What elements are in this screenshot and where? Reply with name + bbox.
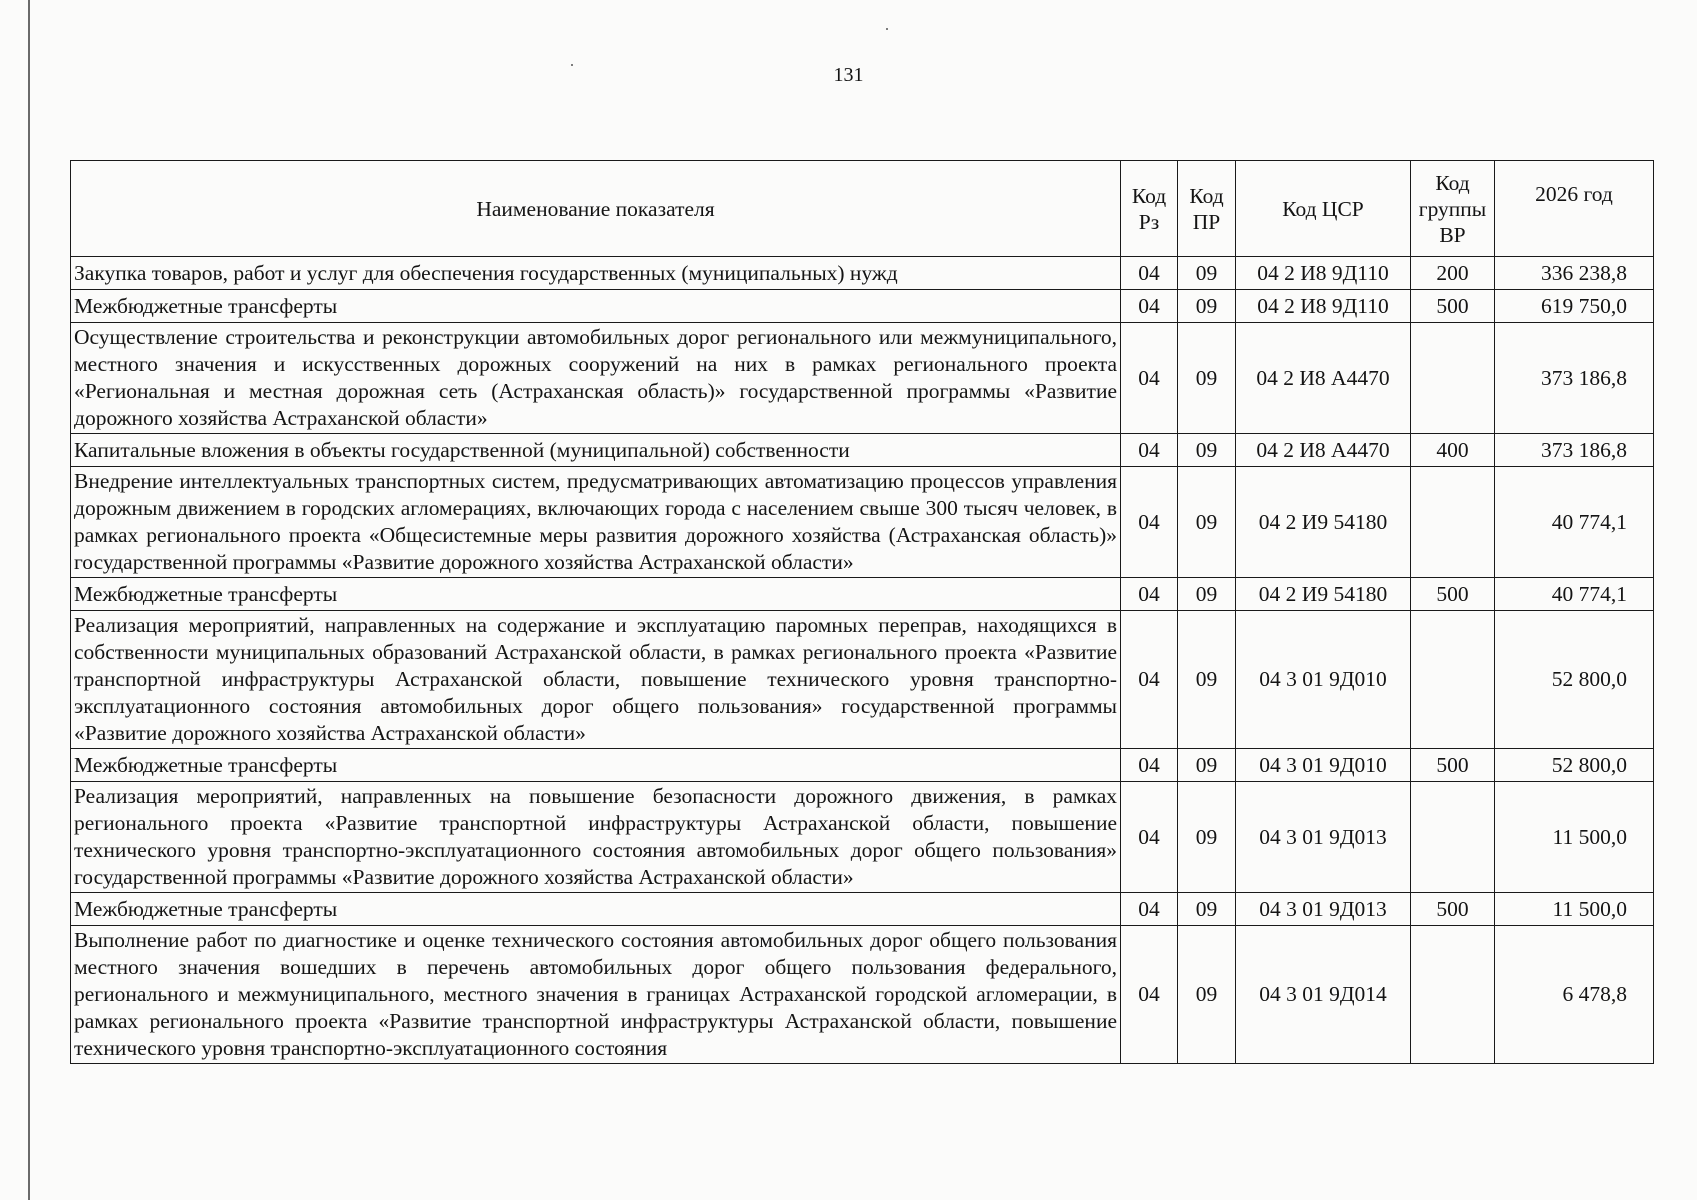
table-row [71,749,1654,782]
row-rz: 04 [1121,578,1178,611]
table-row [71,782,1654,893]
header-name: Наименование показателя [71,161,1121,257]
row-name: Реализация мероприятий, направленных на содержание и эксплуатацию паромных переправ, находящихся в собственности муниципальных образований Астраханской области, в рамках регионального проекта «Развитие транспортной инфраструктуры Астраханской области, повышение технического уровня транспортно-эксплуатационного состояния автомобильных дорог общего пользования» государственной программы «Развитие дорожного хозяйства Астраханской области» [71,611,1121,749]
table-row [71,611,1654,749]
row-amount: 373 186,8 [1495,323,1654,434]
row-vr: 500 [1411,290,1495,323]
row-amount: 619 750,0 [1495,290,1654,323]
row-rz: 04 [1121,323,1178,434]
row-name: Межбюджетные трансферты [71,578,1121,611]
row-name: Межбюджетные трансферты [71,893,1121,926]
row-csr: 04 2 И8 9Д110 [1236,290,1411,323]
table-header-row [71,161,1654,257]
row-name: Осуществление строительства и реконструкции автомобильных дорог регионального или межмуниципального, местного значения и искусственных дорожных сооружений на них в рамках регионального проекта «Региональная и местная дорожная сеть (Астраханская область)» государственной программы «Развитие дорожного хозяйства Астраханской области» [71,323,1121,434]
header-year: 2026 год [1495,161,1654,257]
table-row [71,467,1654,578]
row-vr [1411,926,1495,1064]
row-rz: 04 [1121,467,1178,578]
row-name: Межбюджетные трансферты [71,749,1121,782]
row-amount: 52 800,0 [1495,749,1654,782]
table-row [71,578,1654,611]
header-csr: Код ЦСР [1236,161,1411,257]
row-pr: 09 [1178,749,1236,782]
row-pr: 09 [1178,611,1236,749]
row-rz: 04 [1121,782,1178,893]
row-csr: 04 2 И9 54180 [1236,578,1411,611]
row-pr: 09 [1178,290,1236,323]
header-vr: Код группы ВР [1411,161,1495,257]
row-pr: 09 [1178,434,1236,467]
row-pr: 09 [1178,893,1236,926]
row-vr: 500 [1411,578,1495,611]
row-pr: 09 [1178,467,1236,578]
table-row [71,893,1654,926]
row-rz: 04 [1121,893,1178,926]
row-csr: 04 2 И8 А4470 [1236,323,1411,434]
table-row [71,323,1654,434]
header-pr: Код ПР [1178,161,1236,257]
row-pr: 09 [1178,257,1236,290]
row-name: Капитальные вложения в объекты государственной (муниципальной) собственности [71,434,1121,467]
page-number: 131 [833,64,864,86]
row-name: Межбюджетные трансферты [71,290,1121,323]
row-rz: 04 [1121,257,1178,290]
row-pr: 09 [1178,323,1236,434]
row-csr: 04 3 01 9Д013 [1236,893,1411,926]
row-csr: 04 2 И8 А4470 [1236,434,1411,467]
scan-speck [886,28,888,30]
table-row [71,434,1654,467]
row-amount: 40 774,1 [1495,467,1654,578]
row-rz: 04 [1121,926,1178,1064]
row-name: Закупка товаров, работ и услуг для обеспечения государственных (муниципальных) нужд [71,257,1121,290]
row-csr: 04 3 01 9Д010 [1236,611,1411,749]
table-row [71,257,1654,290]
row-csr: 04 3 01 9Д014 [1236,926,1411,1064]
row-vr: 500 [1411,893,1495,926]
row-vr [1411,611,1495,749]
row-amount: 11 500,0 [1495,893,1654,926]
row-amount: 336 238,8 [1495,257,1654,290]
row-vr: 200 [1411,257,1495,290]
row-amount: 373 186,8 [1495,434,1654,467]
row-pr: 09 [1178,782,1236,893]
budget-table [70,160,1654,1064]
row-vr [1411,323,1495,434]
row-vr [1411,782,1495,893]
row-csr: 04 2 И9 54180 [1236,467,1411,578]
row-pr: 09 [1178,926,1236,1064]
row-pr: 09 [1178,578,1236,611]
header-rz: Код Рз [1121,161,1178,257]
row-rz: 04 [1121,290,1178,323]
row-name: Реализация мероприятий, направленных на повышение безопасности дорожного движения, в рамках регионального проекта «Развитие транспортной инфраструктуры Астраханской области, повышение технического уровня транспортно-эксплуатационного состояния автомобильных дорог общего пользования» государственной программы «Развитие дорожного хозяйства Астраханской области» [71,782,1121,893]
table-row [71,290,1654,323]
row-rz: 04 [1121,611,1178,749]
row-vr: 400 [1411,434,1495,467]
row-amount: 52 800,0 [1495,611,1654,749]
row-vr: 500 [1411,749,1495,782]
row-csr: 04 3 01 9Д010 [1236,749,1411,782]
row-csr: 04 3 01 9Д013 [1236,782,1411,893]
row-amount: 11 500,0 [1495,782,1654,893]
row-amount: 6 478,8 [1495,926,1654,1064]
row-amount: 40 774,1 [1495,578,1654,611]
row-rz: 04 [1121,434,1178,467]
row-vr [1411,467,1495,578]
table-row [71,926,1654,1064]
row-rz: 04 [1121,749,1178,782]
row-csr: 04 2 И8 9Д110 [1236,257,1411,290]
row-name: Выполнение работ по диагностике и оценке технического состояния автомобильных дорог общего пользования местного значения вошедших в перечень автомобильных дорог общего пользования федерального, регионального и межмуниципального, местного значения в границах Астраханской городской агломерации, в рамках регионального проекта «Развитие транспортной инфраструктуры Астраханской области, повышение технического уровня транспортно-эксплуатационного состояния [71,926,1121,1064]
scan-edge-line [28,0,30,1200]
row-name: Внедрение интеллектуальных транспортных систем, предусматривающих автоматизацию процессов управления дорожным движением в городских агломерациях, включающих города с населением свыше 300 тысяч человек, в рамках регионального проекта «Общесистемные меры развития дорожного хозяйства (Астраханская область)» государственной программы «Развитие дорожного хозяйства Астраханской области» [71,467,1121,578]
